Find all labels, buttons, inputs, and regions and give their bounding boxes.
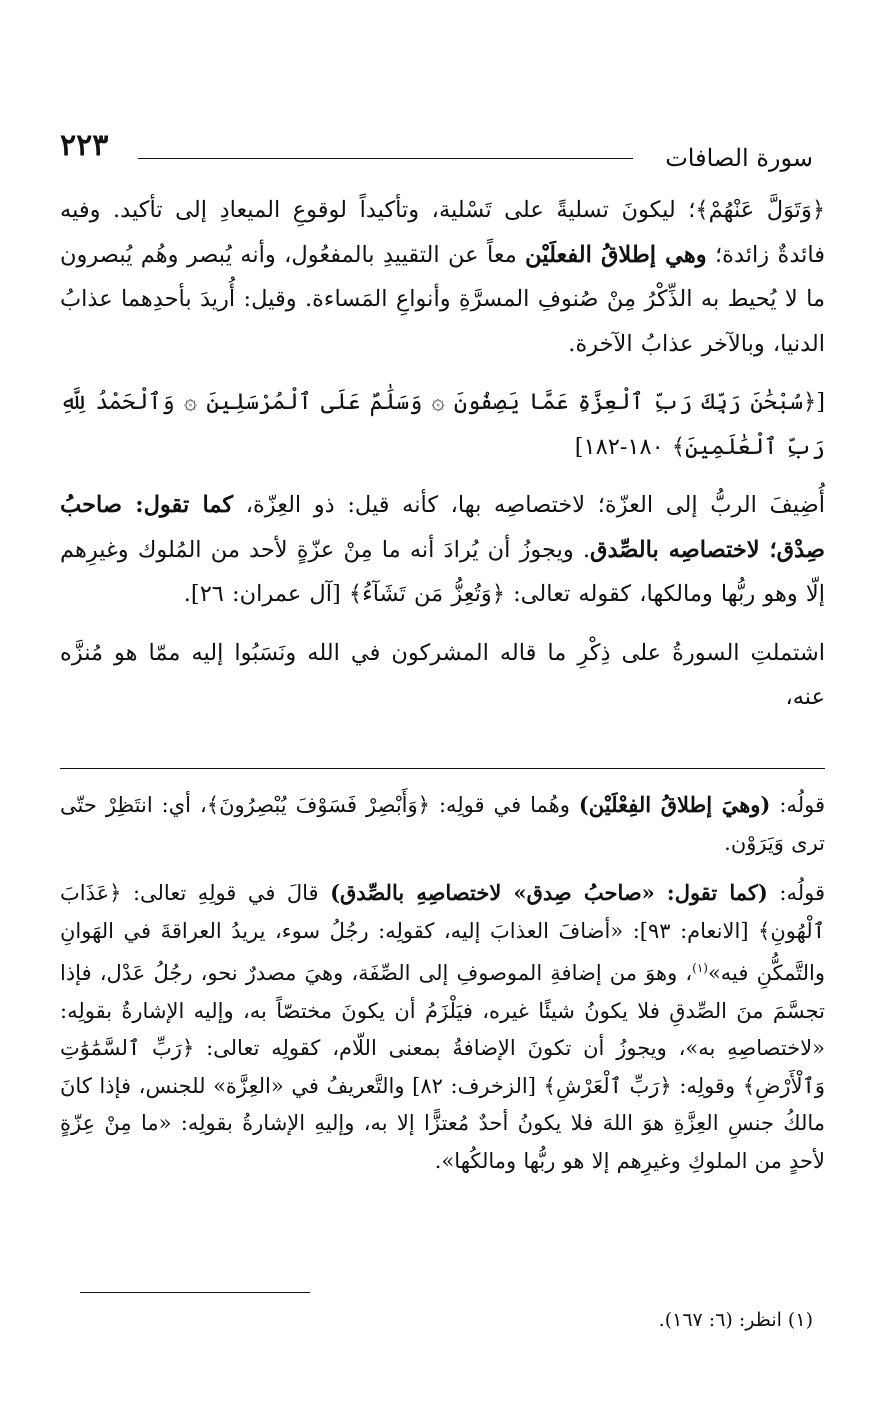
text-span: قالَ في قولِهِ تعالى: ﴿عَذَابَ ٱلْهُونِ﴾ [الانعام: ٩٣]: «أضافَ العذابَ إليه، كقولِه: رجُلُ سوء، يريدُ العراقةَ في الهَوانِ والتَّمكُّنِ فيه»	[60, 881, 825, 985]
text-span: ﴿وَتَوَلَّ عَنْهُمْ﴾؛ ليكونَ تسليةً على تَسْلية، وتأكيداً لوقوعِ الميعادِ إلى تأكيد. وفيه فائدةٌ زائدة؛	[60, 197, 826, 268]
text-span: ، وهوَ من إضافةِ الموصوفِ إلى الصِّفَة، وهيَ مصدرٌ نحو، رجُلُ عَدْل، فإذا تجسَّمَ منَ الصِّدقِ فلا يكونُ شيئًا غيره، فيَلْزَمُ أن يكونَ مختصّاً به، وإليه الإشارةُ بقولِه: «لاختصاصِهِ به»، ويجوزُ أن تكونَ الإضافةُ بمعنى اللّام، كقولِه تعالى: ﴿رَبِّ ٱلسَّمَٰوَٰتِ وَٱلْأَرْضِ﴾ وقولِه: ﴿رَبِّ ٱلْعَرْشِ﴾ [الزخرف: ٨٢] والتَّعريفُ في «العِزَّة» للجنس، فإذا كانَ مالكُ جنسِ العِزَّةِ هوَ اللهَ فلا يكونُ أحدٌ مُعتزًّا إلا به، وإليهِ الإشارةُ بقولِه: «ما مِنْ عِزّةٍ لأحدٍ من الملوكِ وغيرِهم إلا هو ربُّها ومالكُها».	[60, 961, 825, 1173]
main-commentary	[60, 188, 825, 720]
text-span: وهُما في قولِه: ﴿وَأَبْصِرْ فَسَوْفَ يُبْصِرُونَ﴾، أي: انتَظِرْ حتّى ترى وَيَرَوْن.	[60, 793, 825, 855]
bold-phrase: (كما تقول: «صاحبُ صِدق» لاختصاصِهِ بالصِّدق)	[330, 880, 768, 905]
footnote-rule	[80, 1292, 310, 1293]
text-span: قولُه:	[767, 881, 825, 905]
hashiyah-commentary	[60, 786, 825, 1180]
text-span: . ويجوزُ أن يُرادَ أنه ما مِنْ عزّةٍ لأحد من المُلوك وغيرِهم إلّا وهو ربُّها ومالكها، كقوله تعالى: ﴿وَتُعِزُّ مَن تَشَآءُ﴾ [آل عمران: ٢٦].	[60, 536, 825, 607]
footnote-marker: (١)	[692, 961, 708, 975]
text-span: أُضِيفَ الربُّ إلى العزّة؛ لاختصاصِه بها، كأنه قيل: ذو العِزّة،	[233, 492, 825, 518]
text-span: قولُه:	[770, 793, 825, 817]
paragraph-1	[60, 188, 825, 366]
quran-verse: [﴿سُبْحَٰنَ رَبِّكَ رَبِّ ٱلْعِزَّةِ عَمَّا يَصِفُونَ ۞ وَسَلَٰمٌ عَلَى ٱلْمُرْسَلِينَ ۞ وَٱلْحَمْدُ لِلَّهِ رَبِّ ٱلْعَٰلَمِينَ﴾ ١٨٠-١٨٢]	[60, 389, 825, 460]
bold-phrase: وهي إطلاقُ الفعلَيْن	[525, 241, 707, 268]
note-1	[60, 786, 825, 862]
header-rule	[138, 158, 633, 159]
surah-title: سورة الصافات	[665, 144, 813, 172]
note-2	[60, 874, 825, 1180]
paragraph-3: اشتملتِ السورةُ على ذِكْرِ ما قاله المشركون في الله ونَسَبُوا إليه ممّا هو مُنزَّه عنه،	[60, 639, 825, 710]
bold-phrase: (وهيَ إطلاقُ الفِعْلَيْن)	[578, 792, 771, 817]
paragraph-2	[60, 483, 825, 617]
section-divider	[60, 768, 825, 769]
text-span: معاً عن التقييدِ بالمفعُول، وأنه يُبصر وهُم يُبصرون ما لا يُحيط به الذِّكْرُ مِنْ صُنوفِ المسرَّةِ وأنواعِ المَساءة. وقيل: أُريدَ بأحدِهما عذابُ الدنيا، وبالآخر عذابُ الآخرة.	[60, 241, 825, 357]
page-number: ٢٢٣	[60, 128, 109, 163]
footnote: (١) انظر: (٦: ١٦٧).	[658, 1309, 813, 1331]
bold-phrase: كما تقول: صاحبُ صِدْق؛ لاختصاصِه بالصِّدق	[60, 492, 825, 563]
